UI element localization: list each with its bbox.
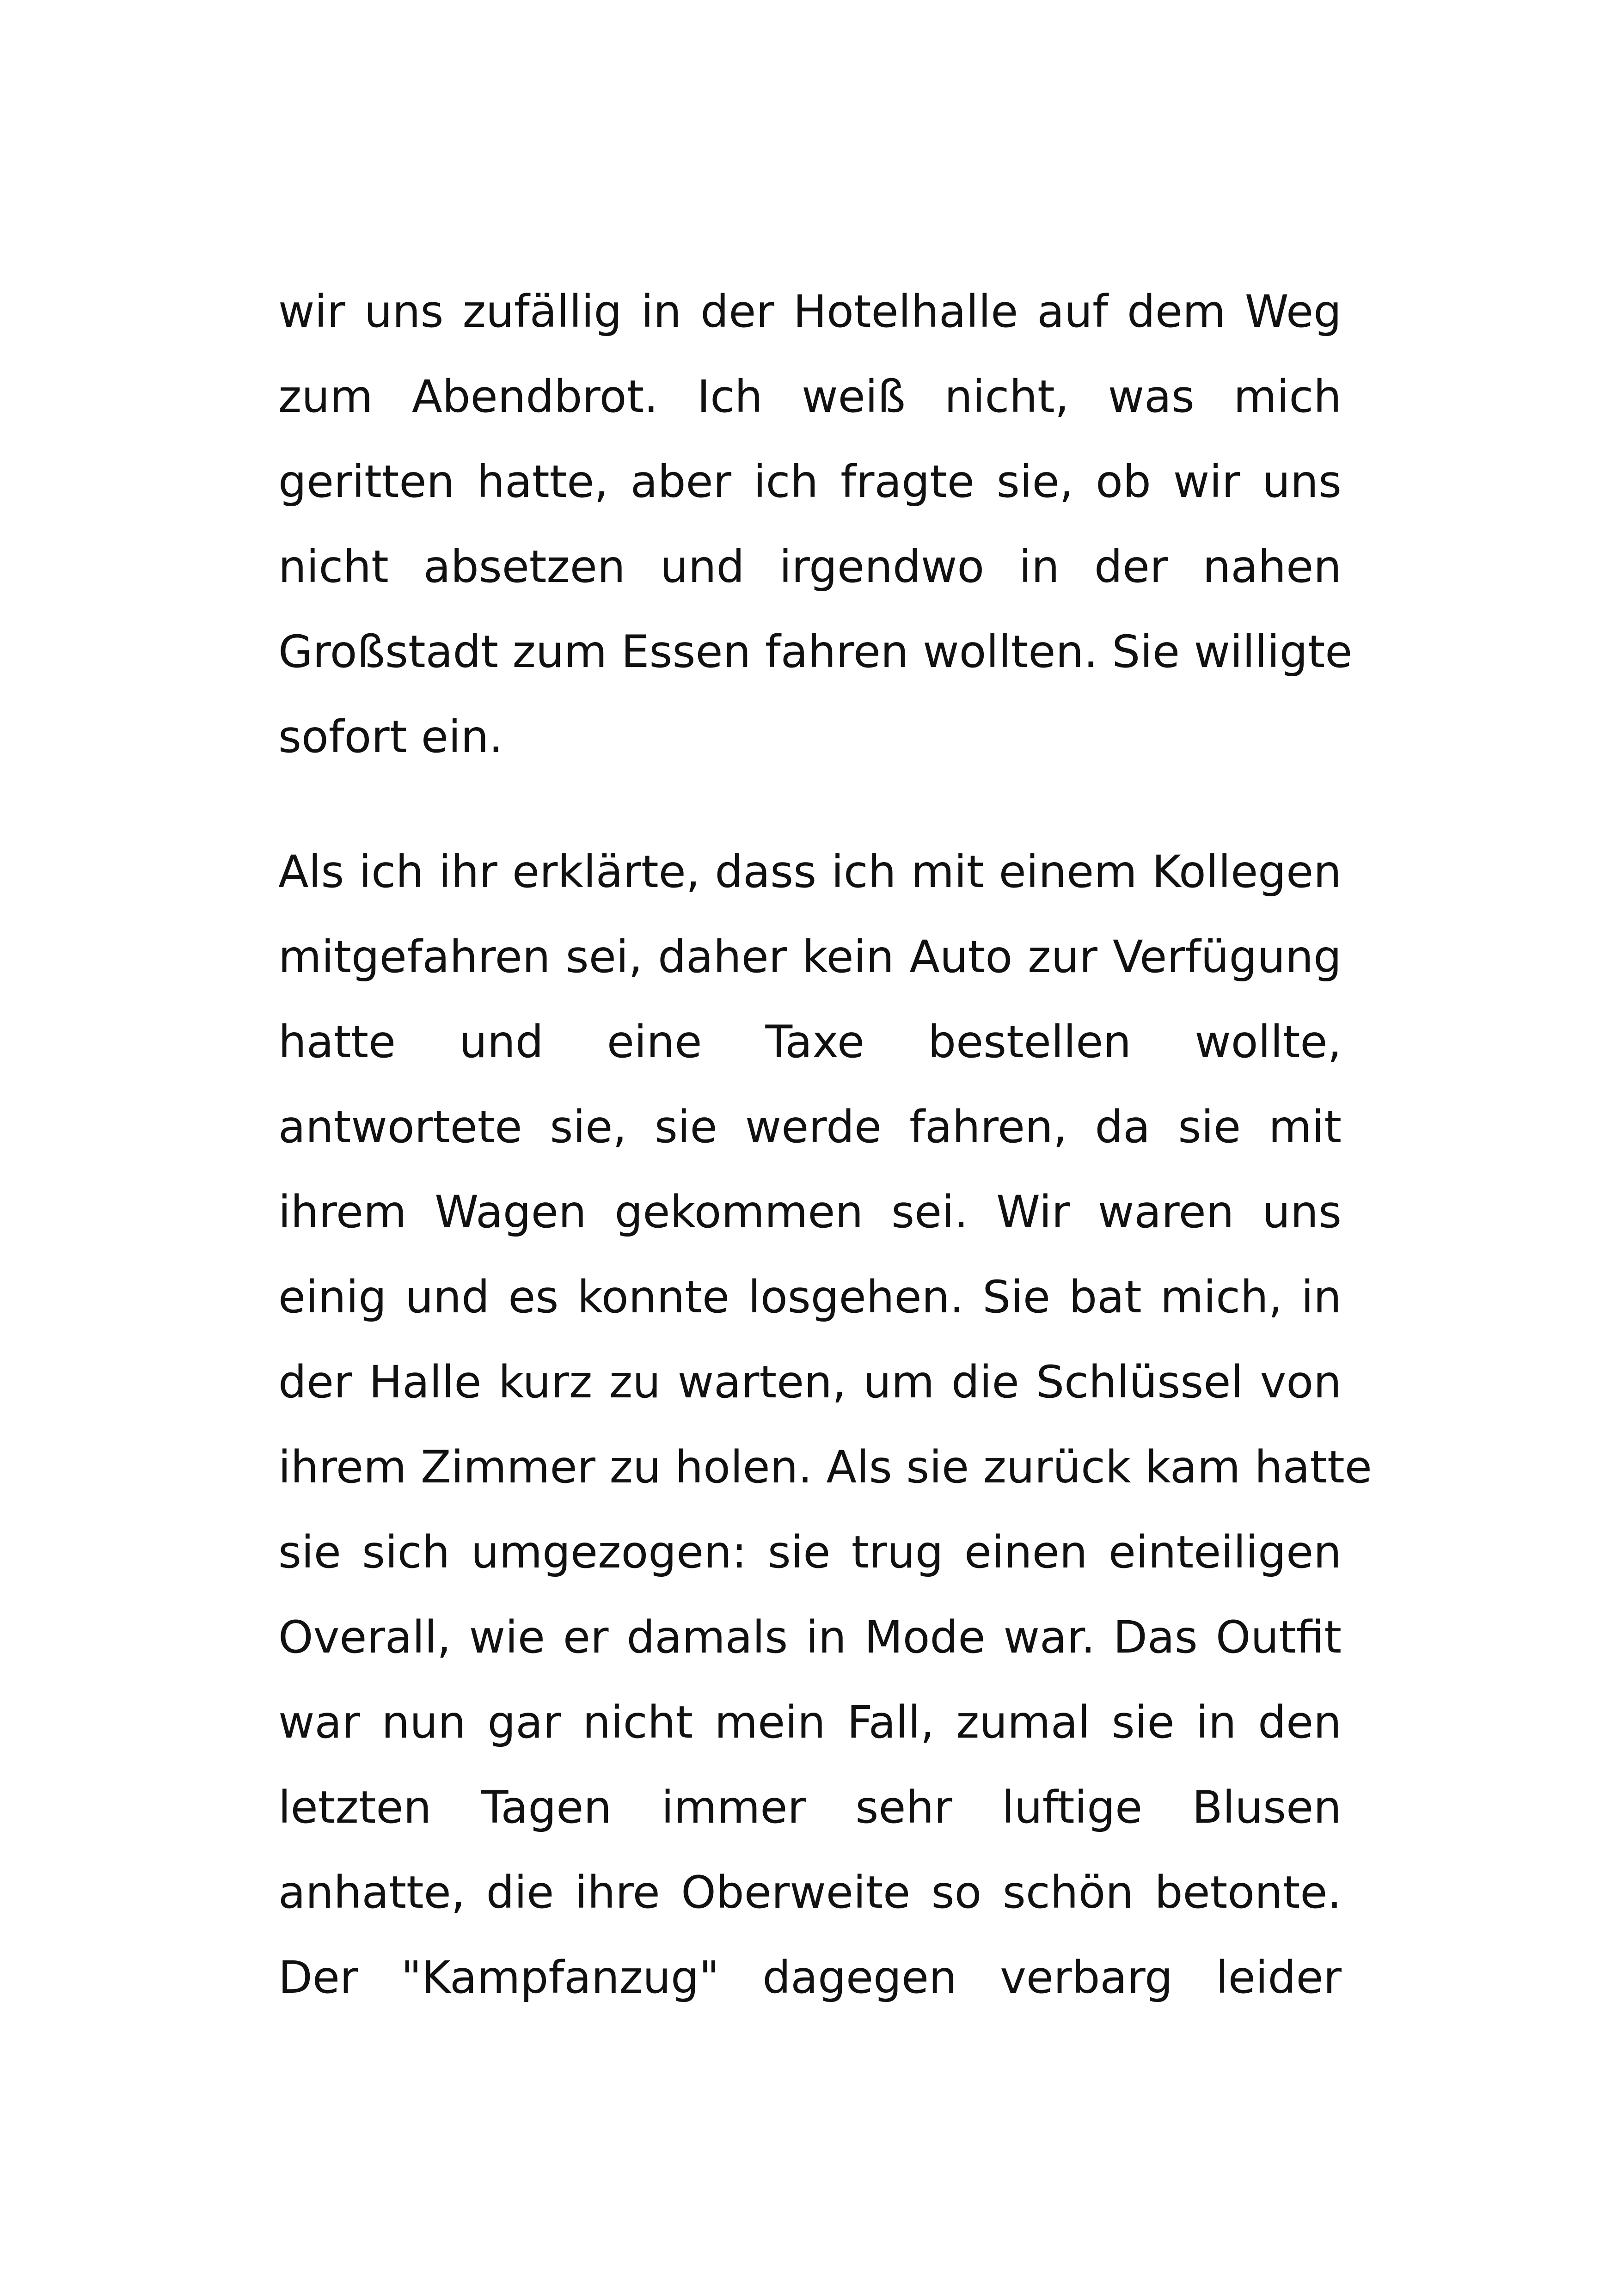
- paragraph-1: [278, 269, 1353, 779]
- text-line: sie sich umgezogen: sie trug einen einteiligen: [278, 1526, 1342, 1578]
- text-line: antwortete sie, sie werde fahren, da sie mit: [278, 1101, 1342, 1153]
- text-line: ihrem Zimmer zu holen. Als sie zurück kam hatte: [278, 1441, 1372, 1493]
- paragraph-2: [278, 829, 1372, 2020]
- text-line: wir uns zufällig in der Hotelhalle auf dem Weg: [278, 286, 1342, 337]
- text-line: nicht absetzen und irgendwo in der nahen: [278, 541, 1342, 593]
- text-line: zum Abendbrot. Ich weiß nicht, was mich: [278, 371, 1342, 422]
- text-line: letzten Tagen immer sehr luftige Blusen: [278, 1782, 1342, 1833]
- text-line: anhatte, die ihre Oberweite so schön betonte.: [278, 1867, 1342, 1918]
- text-line: Der "Kampfanzug" dagegen verbarg leider: [278, 1952, 1342, 2003]
- text-line: Overall, wie er damals in Mode war. Das Outfit: [278, 1611, 1342, 1663]
- text-line: Großstadt zum Essen fahren wollten. Sie willigte: [278, 626, 1353, 678]
- text-line: der Halle kurz zu warten, um die Schlüssel von: [278, 1356, 1342, 1408]
- text-line: mitgefahren sei, daher kein Auto zur Verfügung: [278, 931, 1342, 983]
- text-line: sofort ein.: [278, 711, 503, 763]
- text-line: war nun gar nicht mein Fall, zumal sie in den: [278, 1696, 1342, 1748]
- text-line: Als ich ihr erklärte, dass ich mit einem Kollegen: [278, 846, 1342, 898]
- text-line: ihrem Wagen gekommen sei. Wir waren uns: [278, 1186, 1342, 1238]
- text-line: hatte und eine Taxe bestellen wollte,: [278, 1016, 1342, 1068]
- text-line: einig und es konnte losgehen. Sie bat mich, in: [278, 1271, 1342, 1323]
- text-line: geritten hatte, aber ich fragte sie, ob wir uns: [278, 456, 1342, 508]
